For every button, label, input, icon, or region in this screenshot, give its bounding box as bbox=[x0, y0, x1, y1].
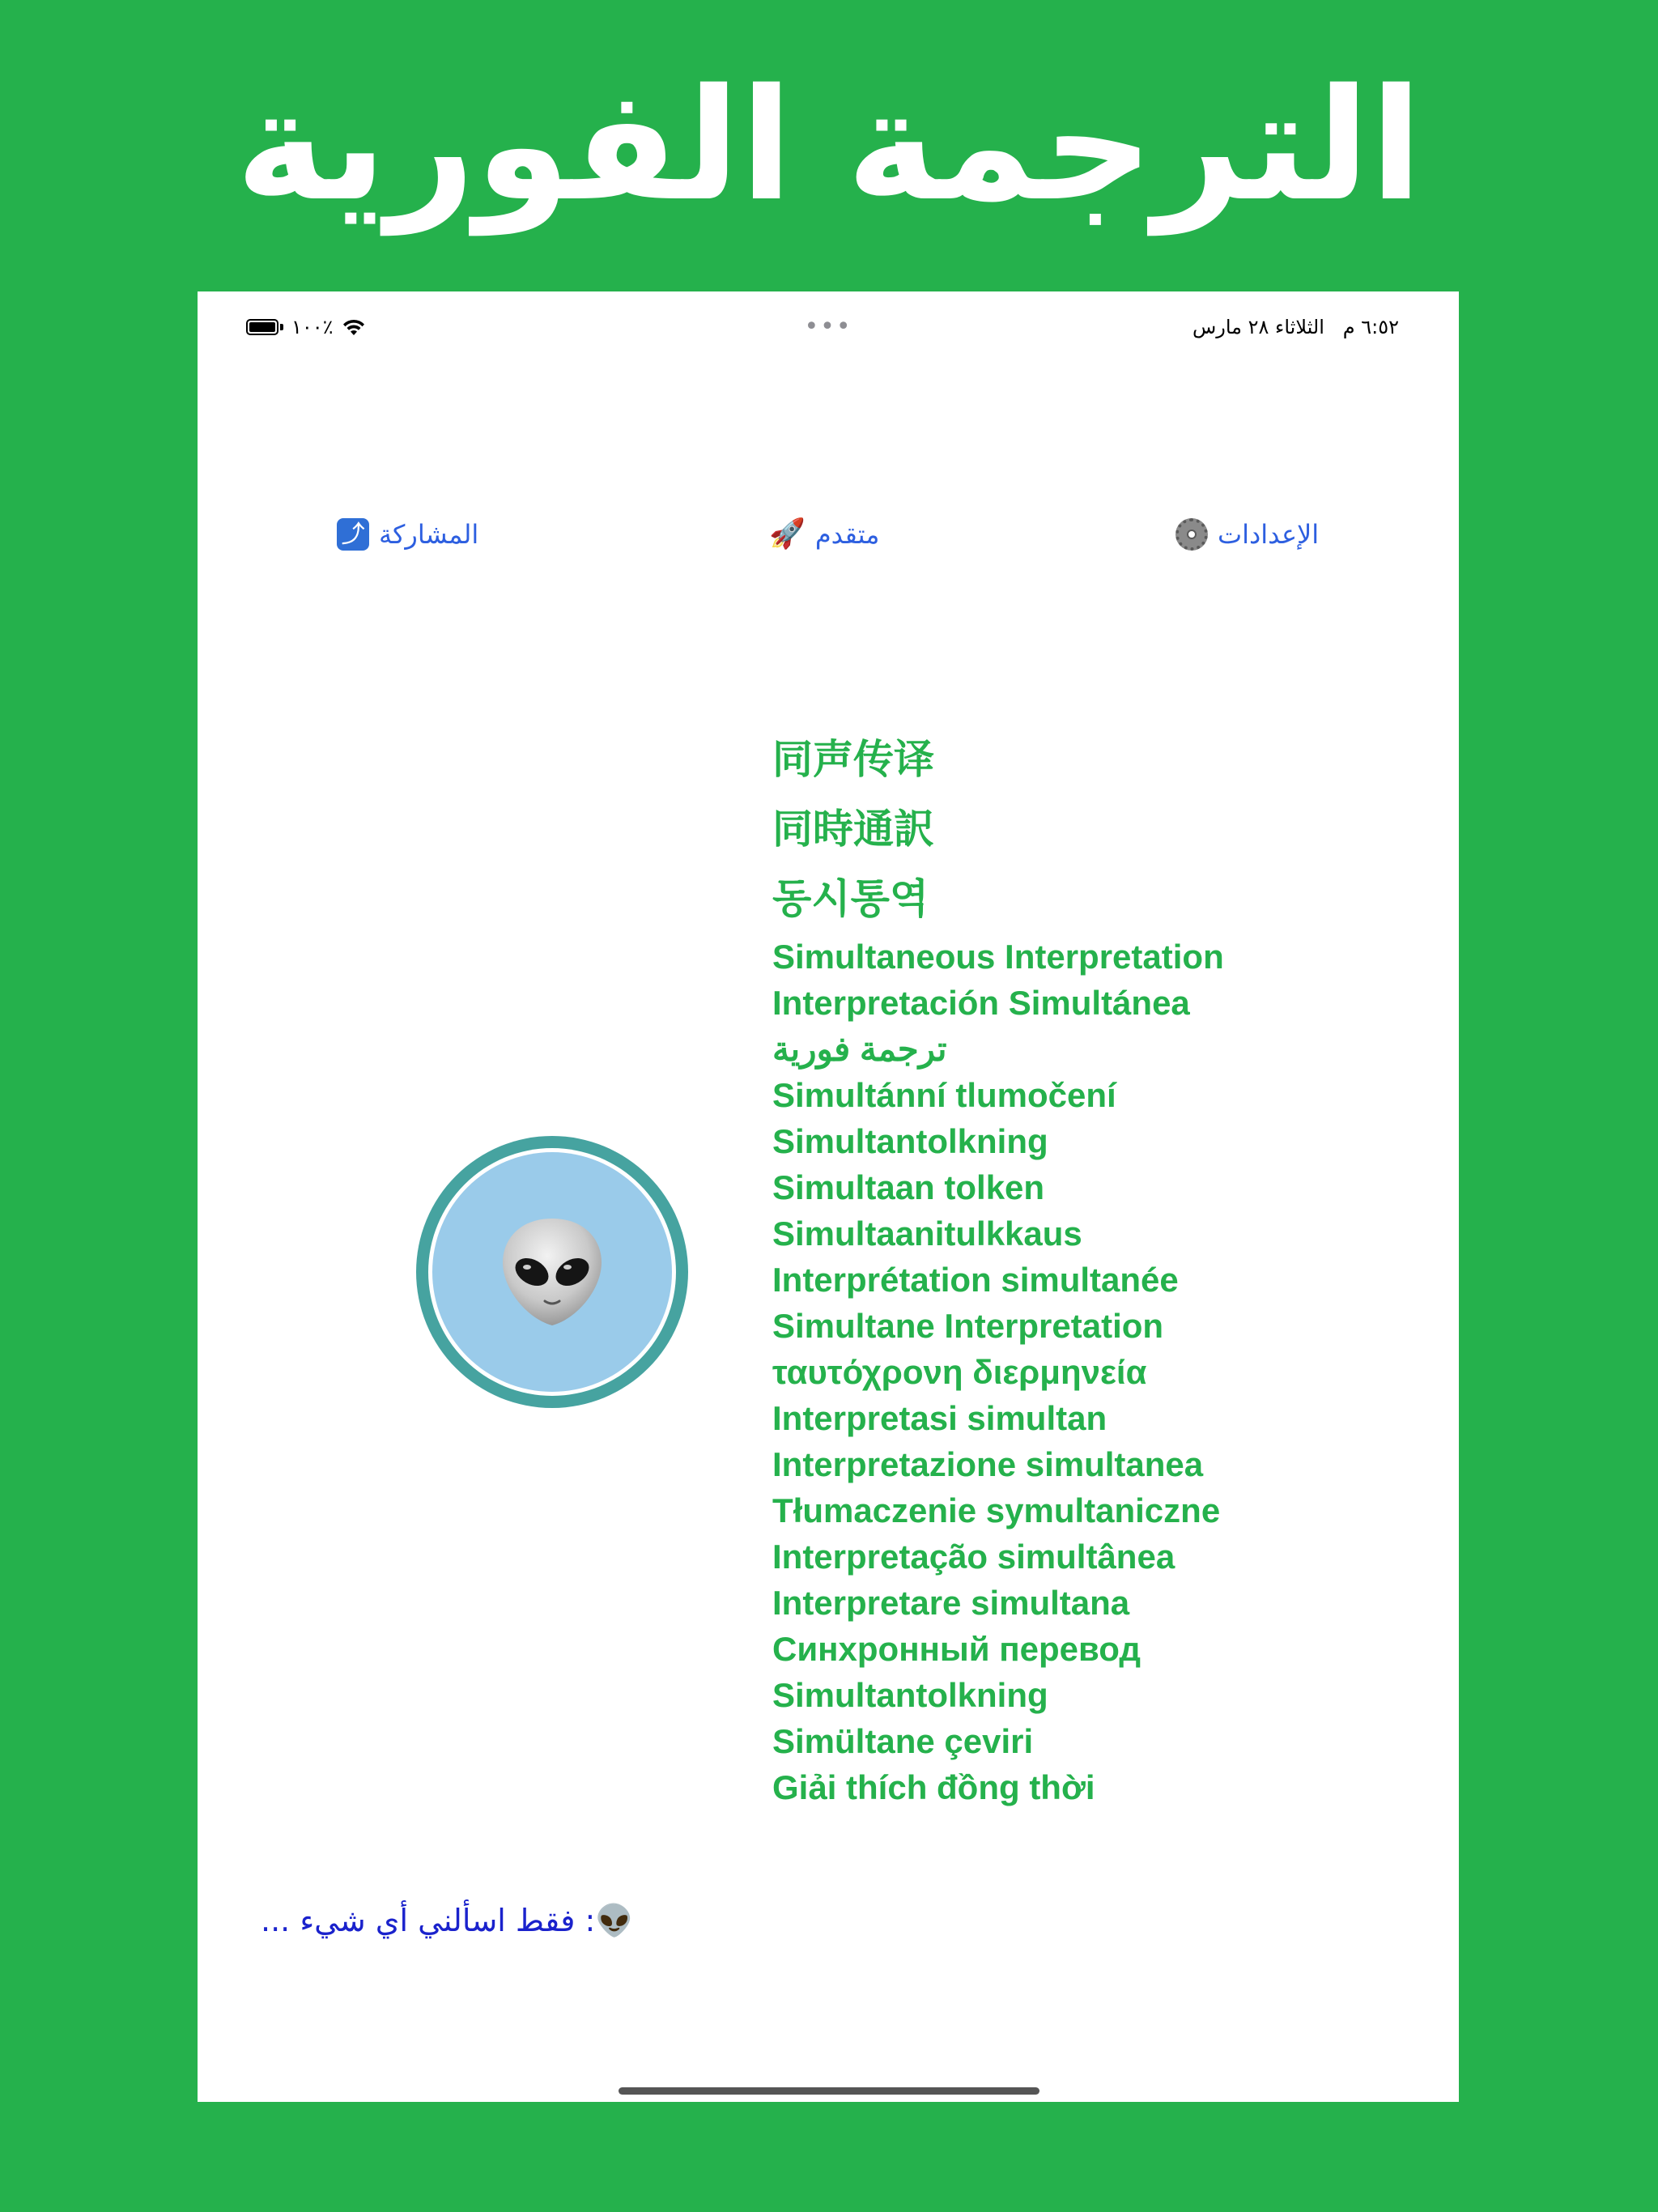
battery-percent: ١٠٠٪ bbox=[291, 316, 334, 338]
ask-prompt[interactable]: 👽: فقط اسألني أي شيء ... bbox=[261, 1903, 634, 1938]
share-button[interactable] bbox=[337, 518, 478, 551]
phrase-item: ταυτόχρονη διερμηνεία bbox=[772, 1353, 1147, 1391]
settings-label: الإعدادات bbox=[1218, 519, 1320, 550]
phrase-item: Simultánní tlumočení bbox=[772, 1076, 1116, 1114]
phrase-item: Giải thích đồng thời bbox=[772, 1768, 1095, 1806]
alien-avatar-button[interactable] bbox=[416, 1136, 688, 1408]
phrase-item: Simültane çeviri bbox=[772, 1722, 1034, 1760]
share-arrow-icon: ⤴ bbox=[337, 518, 369, 551]
phrase-item: Simultane Interpretation bbox=[772, 1307, 1164, 1345]
phrase-item: 同時通訳 bbox=[772, 806, 934, 852]
phrase-item: Tłumaczenie symultaniczne bbox=[772, 1491, 1221, 1529]
avatar-ring bbox=[428, 1148, 676, 1396]
status-bar bbox=[198, 308, 1459, 348]
phrase-item: Simultaanitulkkaus bbox=[772, 1214, 1082, 1253]
phrase-item: Interprétation simultanée bbox=[772, 1261, 1179, 1299]
alien-icon bbox=[500, 1215, 605, 1329]
avatar-circle bbox=[432, 1152, 672, 1392]
status-time-date: ٦:٥٢ م الثلاثاء ٢٨ مارس bbox=[1192, 316, 1399, 338]
advanced-button[interactable] bbox=[769, 518, 879, 551]
phrase-item: ترجمة فورية bbox=[772, 1030, 947, 1068]
share-label: المشاركة bbox=[379, 519, 479, 550]
phrase-list bbox=[772, 725, 1420, 1810]
toolbar bbox=[198, 510, 1459, 559]
phrase-item: Simultantolkning bbox=[772, 1122, 1048, 1160]
phrase-item: 동시통역 bbox=[772, 876, 929, 921]
banner-title: الترجمة الفورية bbox=[235, 56, 1423, 235]
rocket-icon: 🚀 bbox=[769, 517, 806, 551]
phrase-item: Interpretazione simultanea bbox=[772, 1445, 1204, 1483]
phrase-item: Interpretação simultânea bbox=[772, 1538, 1175, 1576]
advanced-label: متقدم bbox=[814, 519, 880, 550]
phrase-item: Simultaan tolken bbox=[772, 1168, 1045, 1206]
home-indicator[interactable] bbox=[619, 2087, 1039, 2095]
settings-button[interactable] bbox=[1175, 518, 1319, 551]
phrase-item: Interpretasi simultan bbox=[772, 1399, 1107, 1437]
phrase-item: Interpretare simultana bbox=[772, 1584, 1130, 1622]
multitask-dots[interactable]: ••• bbox=[804, 313, 852, 341]
phrase-item: 同声传译 bbox=[772, 737, 934, 782]
phrase-item: Синхронный перевод bbox=[772, 1630, 1141, 1668]
phrase-item: Interpretación Simultánea bbox=[772, 984, 1190, 1022]
app-screen bbox=[198, 291, 1459, 2102]
phrase-item: Simultaneous Interpretation bbox=[772, 938, 1224, 976]
gear-icon bbox=[1175, 518, 1208, 551]
phrase-item: Simultantolkning bbox=[772, 1676, 1048, 1714]
